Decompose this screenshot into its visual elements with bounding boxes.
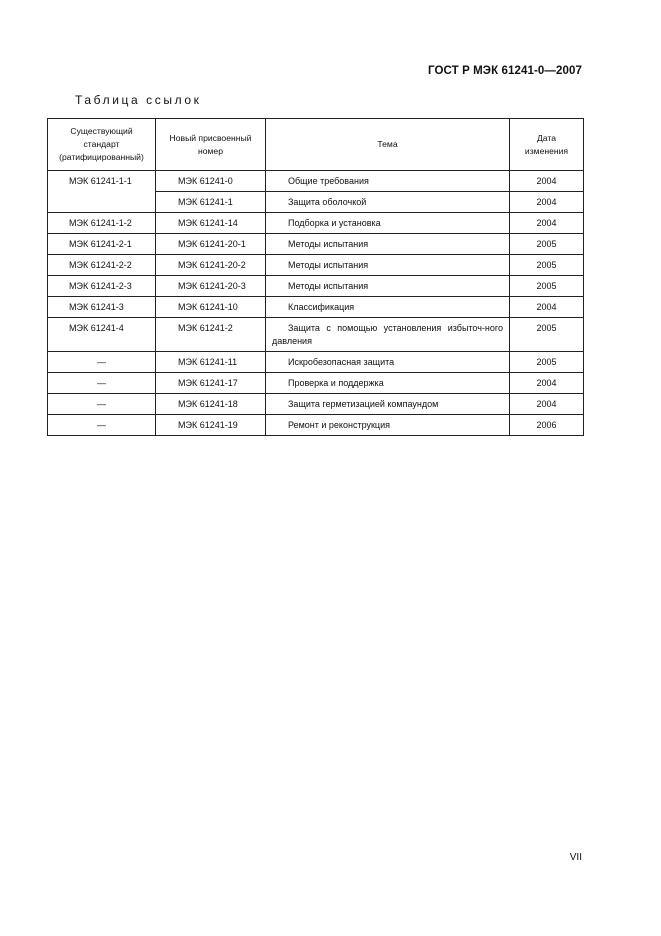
reference-table [47, 118, 584, 436]
document-code: ГОСТ Р МЭК 61241-0—2007 [428, 65, 582, 77]
cell-topic: Защита герметизацией компаундом [266, 394, 510, 415]
cell-change-date: 2004 [510, 171, 584, 192]
cell-topic: Искробезопасная защита [266, 352, 510, 373]
cell-change-date: 2005 [510, 318, 584, 352]
cell-new-number: МЭК 61241-19 [156, 415, 266, 436]
cell-topic: Методы испытания [266, 255, 510, 276]
cell-existing-standard [48, 192, 156, 213]
cell-topic-text: Защита с помощью установления избыточ-ного давления [272, 323, 503, 346]
table-row [48, 352, 584, 373]
cell-new-number: МЭК 61241-1 [156, 192, 266, 213]
cell-existing-standard: МЭК 61241-4 [48, 318, 156, 352]
cell-existing-standard: — [48, 373, 156, 394]
table-row [48, 192, 584, 213]
cell-topic: Классификация [266, 297, 510, 318]
cell-change-date: 2005 [510, 276, 584, 297]
cell-new-number: МЭК 61241-11 [156, 352, 266, 373]
cell-existing-standard: МЭК 61241-2-2 [48, 255, 156, 276]
column-header-text: изменения [524, 145, 569, 156]
cell-existing-standard: — [48, 352, 156, 373]
cell-existing-standard: МЭК 61241-1-2 [48, 213, 156, 234]
cell-topic: Методы испытания [266, 276, 510, 297]
cell-topic: Подборка и установка [266, 213, 510, 234]
table-caption: Таблица ссылок [75, 93, 202, 107]
page-number: VII [569, 852, 582, 863]
cell-change-date: 2004 [510, 213, 584, 234]
table-row [48, 297, 584, 318]
cell-change-date: 2004 [510, 373, 584, 394]
cell-existing-standard: МЭК 61241-1-1 [48, 171, 156, 192]
column-header-text: Новый присвоенный [169, 132, 252, 143]
cell-new-number: МЭК 61241-20-2 [156, 255, 266, 276]
cell-new-number: МЭК 61241-14 [156, 213, 266, 234]
table-row [48, 171, 584, 192]
column-header-text: стандарт [83, 139, 120, 149]
column-header-text: номер [198, 145, 223, 156]
column-header-change-date [510, 119, 584, 171]
column-header-text: Дата [536, 132, 557, 143]
table-header [48, 119, 584, 171]
cell-topic [266, 318, 510, 352]
cell-existing-standard: МЭК 61241-2-1 [48, 234, 156, 255]
cell-topic: Защита оболочкой [266, 192, 510, 213]
column-header-topic [266, 119, 510, 171]
table-row [48, 318, 584, 352]
cell-new-number: МЭК 61241-2 [156, 318, 266, 352]
cell-topic: Общие требования [266, 171, 510, 192]
cell-new-number: МЭК 61241-20-3 [156, 276, 266, 297]
column-header-new-number [156, 119, 266, 171]
table-row [48, 415, 584, 436]
cell-topic: Ремонт и реконструкция [266, 415, 510, 436]
column-header-text: (ратифицированный) [59, 152, 144, 162]
cell-change-date: 2004 [510, 192, 584, 213]
cell-new-number: МЭК 61241-18 [156, 394, 266, 415]
cell-change-date: 2005 [510, 234, 584, 255]
column-header-existing-standard [48, 119, 156, 171]
cell-change-date: 2005 [510, 352, 584, 373]
cell-change-date: 2006 [510, 415, 584, 436]
header-row [48, 119, 584, 171]
table-body [48, 171, 584, 436]
cell-new-number: МЭК 61241-0 [156, 171, 266, 192]
cell-change-date: 2004 [510, 394, 584, 415]
cell-change-date: 2004 [510, 297, 584, 318]
cell-topic: Методы испытания [266, 234, 510, 255]
cell-new-number: МЭК 61241-17 [156, 373, 266, 394]
cell-existing-standard: — [48, 415, 156, 436]
table-row [48, 255, 584, 276]
cell-topic: Проверка и поддержка [266, 373, 510, 394]
cell-existing-standard: МЭК 61241-2-3 [48, 276, 156, 297]
table-row [48, 213, 584, 234]
cell-change-date: 2005 [510, 255, 584, 276]
cell-existing-standard: — [48, 394, 156, 415]
cell-new-number: МЭК 61241-10 [156, 297, 266, 318]
table-row [48, 234, 584, 255]
cell-existing-standard: МЭК 61241-3 [48, 297, 156, 318]
table-row [48, 373, 584, 394]
table-row [48, 394, 584, 415]
column-header-text: Существующий [70, 126, 133, 136]
table-row [48, 276, 584, 297]
column-header-text: Тема [377, 139, 398, 149]
cell-new-number: МЭК 61241-20-1 [156, 234, 266, 255]
